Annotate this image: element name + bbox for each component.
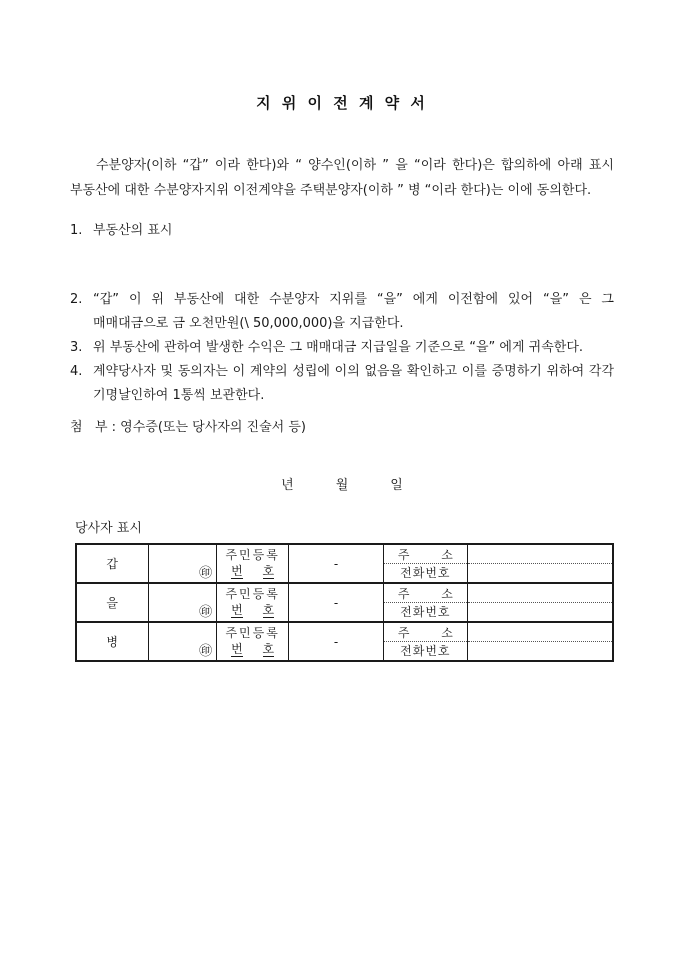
intro-paragraph: 수분양자(이하 “갑” 이라 한다)와 “ 양수인(이하 ” 을 “이라 한다)은 합의하에 아래 표시 부동산에 대한 수분양자지위 이전계약을 주택분양자(이하 ” 병 “이라 한다)는 이에 동의한다. <box>70 158 614 198</box>
resident-id-label-line1: 주민등록 <box>225 547 280 562</box>
address-phone-label-cell <box>383 622 467 661</box>
resident-id-label-line2: 번 호 <box>231 603 275 618</box>
resident-id-label-line1: 주민등록 <box>225 625 280 640</box>
clause-2-number: 2. <box>70 292 83 307</box>
clause-3-text: 위 부동산에 관하여 발생한 수익은 그 매매대금 지급일을 기준으로 “을” 에게 귀속한다. <box>93 340 584 355</box>
address-label: 주 소 <box>384 546 467 564</box>
resident-id-label-line1: 주민등록 <box>225 586 280 601</box>
clause-list <box>70 219 614 408</box>
signature-cell <box>149 622 217 661</box>
party-name-cell: 갑 <box>76 544 149 583</box>
clause-1-text: 부동산의 표시 <box>93 223 173 238</box>
clause-3-number: 3. <box>70 340 83 355</box>
party-table <box>75 543 614 662</box>
resident-id-value-cell: - <box>289 583 384 622</box>
resident-id-label-cell <box>217 622 289 661</box>
resident-id-label-cell <box>217 544 289 583</box>
address-phone-label-cell <box>383 544 467 583</box>
clause-4 <box>70 360 614 408</box>
address-label: 주 소 <box>384 585 467 603</box>
seal-icon: ㊞ <box>199 605 213 620</box>
signature-cell <box>149 544 217 583</box>
table-row-byeong <box>76 622 613 661</box>
resident-id-value-cell: - <box>289 622 384 661</box>
resident-id-value-cell: - <box>289 544 384 583</box>
address-phone-value-cell <box>467 583 613 622</box>
date-line <box>70 474 614 498</box>
address-phone-value-cell <box>467 622 613 661</box>
address-value <box>468 546 612 564</box>
party-section-label: 당사자 표시 <box>75 521 142 536</box>
clause-1 <box>70 219 614 243</box>
clause-4-number: 4. <box>70 364 83 379</box>
address-phone-label-cell <box>383 583 467 622</box>
table-row-gap <box>76 544 613 583</box>
date-day-label: 일 <box>390 478 403 493</box>
party-name-cell: 을 <box>76 583 149 622</box>
address-phone-value-cell <box>467 544 613 583</box>
phone-label: 전화번호 <box>400 643 451 658</box>
address-value <box>468 585 612 603</box>
document-title: 지 위 이 전 계 약 서 <box>256 94 428 112</box>
resident-id-label-cell <box>217 583 289 622</box>
seal-icon: ㊞ <box>199 566 213 581</box>
address-label: 주 소 <box>384 624 467 642</box>
attachment-line: 첨 부 : 영수증(또는 당사자의 진술서 등) <box>70 420 306 435</box>
table-row-eul <box>76 583 613 622</box>
phone-value <box>468 603 612 621</box>
resident-id-label-line2: 번 호 <box>231 642 275 657</box>
seal-icon: ㊞ <box>199 644 213 659</box>
phone-value <box>468 642 612 660</box>
date-month-label: 월 <box>335 478 349 493</box>
clause-2-text: “갑” 이 위 부동산에 대한 수분양자 지위를 “을” 에게 이전함에 있어 “을” 은 그 매매대금으로 금 오천만원(\ 50,000,000)을 지급한다. <box>93 292 614 331</box>
clause-4-text: 계약당사자 및 동의자는 이 계약의 성립에 이의 없음을 확인하고 이를 증명하기 위하여 각각 기명날인하여 1통씩 보관한다. <box>93 364 614 403</box>
address-value <box>468 624 612 642</box>
signature-cell <box>149 583 217 622</box>
clause-1-number: 1. <box>70 223 83 238</box>
date-year-label: 년 <box>281 478 294 493</box>
phone-value <box>468 564 612 582</box>
phone-label: 전화번호 <box>400 604 451 619</box>
clause-2 <box>70 288 614 336</box>
party-name-cell: 병 <box>76 622 149 661</box>
phone-label: 전화번호 <box>400 565 451 580</box>
clause-3 <box>70 336 614 360</box>
resident-id-label-line2: 번 호 <box>231 564 275 579</box>
